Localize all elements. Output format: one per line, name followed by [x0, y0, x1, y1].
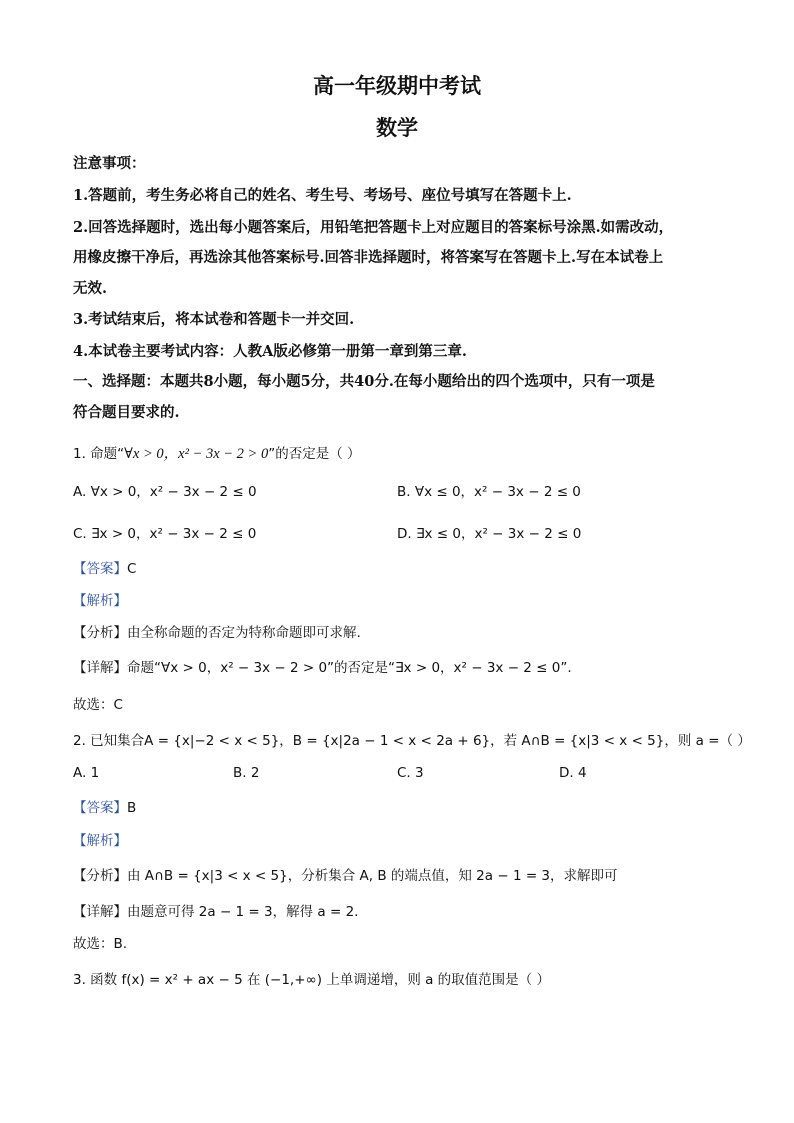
fenxi-tag: 【分析】 — [73, 868, 127, 884]
answer-tag: 【答案】 — [73, 800, 127, 816]
notes-heading: 注意事项： — [73, 155, 146, 172]
q2-answer — [73, 796, 753, 816]
q2-option-c: C. 3 — [397, 765, 424, 781]
detail-tag: 【详解】 — [73, 904, 127, 920]
note-item: 无效. — [73, 280, 108, 297]
q1-suffix: ”的否定是（ ） — [268, 446, 361, 462]
analysis-tag: 【解析】 — [73, 833, 127, 849]
q2-stem-text: 2. 已知集合 — [73, 733, 145, 749]
q1-conclusion: 故选：C — [73, 697, 123, 713]
question-3-stem: 3. 函数 f(x) = x² + ax − 5 在 (−1,+∞) 上单调递增，则 a 的取值范围是（ ） — [73, 972, 550, 988]
answer-tag: 【答案】 — [73, 561, 127, 577]
exam-title: 高一年级期中考试 — [313, 73, 481, 98]
q1-formula: ∀x > 0，x² − 3x − 2 > 0 — [124, 446, 269, 462]
section-heading-cont: 符合题目要求的. — [73, 404, 180, 421]
note-item: 1.答题前，考生务必将自己的姓名、考生号、考场号、座位号填写在答题卡上. — [73, 187, 572, 204]
q2-answer-value: B — [127, 800, 137, 816]
q2-option-b: B. 2 — [233, 765, 260, 781]
q1-option-b: B. ∀x ≤ 0，x² − 3x − 2 ≤ 0 — [397, 484, 581, 500]
q2-fenxi-text: 由 A∩B = {x|3 < x < 5}，分析集合 A, B 的端点值，知 2a − 1 = 3，求解即可 — [127, 868, 618, 884]
q1-answer — [73, 557, 753, 577]
note-item: 2.回答选择题时，选出每小题答案后，用铅笔把答题卡上对应题目的答案标号涂黑.如需改动， — [73, 219, 674, 236]
q1-fenxi — [73, 621, 753, 641]
q1-option-a: A. ∀x > 0，x² − 3x − 2 ≤ 0 — [73, 484, 257, 500]
q1-detail-text: 命题“∀x > 0，x² − 3x − 2 > 0”的否定是“∃x > 0，x² − 3x − 2 ≤ 0”. — [127, 660, 572, 676]
q2-option-a: A. 1 — [73, 765, 100, 781]
q1-fenxi-text: 由全称命题的否定为特称命题即可求解. — [127, 625, 361, 641]
q1-analysis — [73, 589, 753, 609]
fenxi-tag: 【分析】 — [73, 625, 127, 641]
question-1-stem — [73, 442, 753, 463]
note-item: 用橡皮擦干净后，再选涂其他答案标号.回答非选择题时，将答案写在答题卡上.写在本试卷上 — [73, 249, 664, 266]
q2-conclusion: 故选：B. — [73, 936, 128, 952]
q1-detail — [73, 656, 753, 676]
q2-detail — [73, 900, 753, 920]
q2-option-d: D. 4 — [559, 765, 587, 781]
q1-option-d: D. ∃x ≤ 0，x² − 3x − 2 ≤ 0 — [397, 526, 582, 542]
detail-tag: 【详解】 — [73, 660, 127, 676]
q1-prefix: 1. 命题“ — [73, 446, 125, 462]
q1-answer-value: C — [127, 561, 137, 577]
section-heading: 一、选择题：本题共8小题，每小题5分，共40分.在每小题给出的四个选项中，只有一项是 — [73, 373, 655, 390]
note-item: 3.考试结束后，将本试卷和答题卡一并交回. — [73, 311, 355, 328]
note-item: 4.本试卷主要考试内容：人教A版必修第一册第一章到第三章. — [73, 343, 467, 360]
question-2-stem — [73, 729, 753, 749]
q2-stem-math: A = {x|−2 < x < 5}，B = {x|2a − 1 < x < 2a + 6}，若 A∩B = {x|3 < x < 5}，则 a =（ ） — [144, 733, 751, 749]
exam-subject: 数学 — [376, 115, 418, 140]
q2-detail-text: 由题意可得 2a − 1 = 3，解得 a = 2. — [127, 904, 359, 920]
q1-option-c: C. ∃x > 0，x² − 3x − 2 ≤ 0 — [73, 526, 257, 542]
q2-analysis — [73, 829, 753, 849]
q2-fenxi — [73, 864, 753, 884]
analysis-tag: 【解析】 — [73, 593, 127, 609]
